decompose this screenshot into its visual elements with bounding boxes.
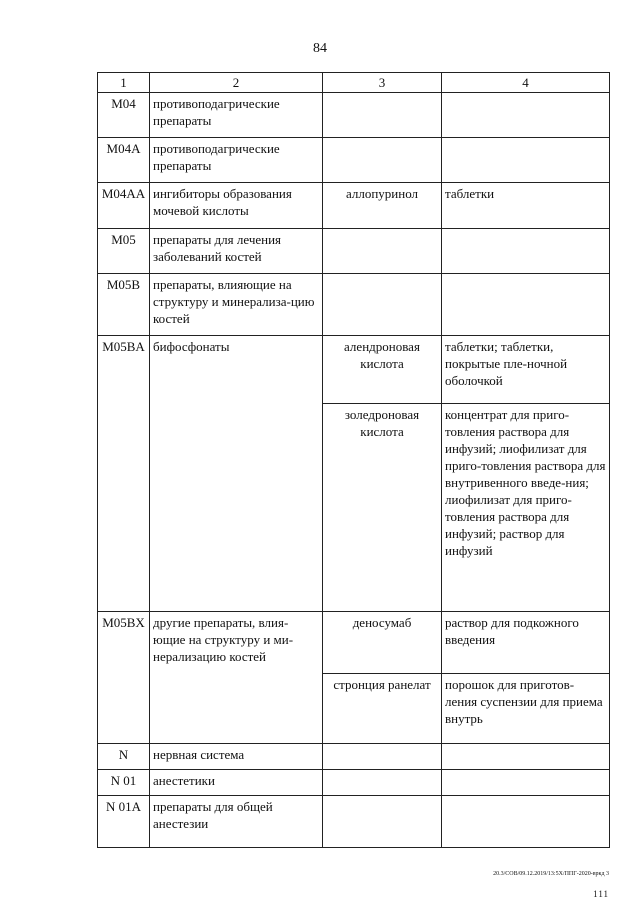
substance: алендроновая кислота bbox=[323, 336, 442, 404]
atc-code: N bbox=[98, 744, 150, 770]
group-name: нервная система bbox=[150, 744, 323, 770]
dosage-form bbox=[442, 796, 610, 848]
dosage-form bbox=[442, 770, 610, 796]
header-cell: 4 bbox=[442, 73, 610, 93]
atc-code: M04AA bbox=[98, 183, 150, 229]
table-row bbox=[98, 138, 610, 183]
dosage-form: таблетки bbox=[442, 183, 610, 229]
table-row bbox=[98, 770, 610, 796]
dosage-form: концентрат для приго-товления раствора для инфузий; лиофилизат для приго-товления раствора для внутривенного введе-ния; лиофилизат для приго-товления раствора для инфузий; раствор для инфузий bbox=[442, 404, 610, 612]
table-row bbox=[98, 336, 610, 404]
substance bbox=[323, 93, 442, 138]
page-number: 84 bbox=[313, 41, 327, 56]
table-row bbox=[98, 183, 610, 229]
table-row bbox=[98, 229, 610, 274]
table-row bbox=[98, 93, 610, 138]
header-cell: 2 bbox=[150, 73, 323, 93]
group-name: противоподагрические препараты bbox=[150, 93, 323, 138]
group-name: анестетики bbox=[150, 770, 323, 796]
atc-code: M04A bbox=[98, 138, 150, 183]
substance bbox=[323, 138, 442, 183]
dosage-form bbox=[442, 744, 610, 770]
substance bbox=[323, 796, 442, 848]
table-row bbox=[98, 744, 610, 770]
dosage-form bbox=[442, 274, 610, 336]
atc-code: N 01 bbox=[98, 770, 150, 796]
substance: аллопуринол bbox=[323, 183, 442, 229]
group-name: препараты, влияющие на структуру и минерализа-цию костей bbox=[150, 274, 323, 336]
substance: деносумаб bbox=[323, 612, 442, 674]
substance bbox=[323, 274, 442, 336]
atc-code: M05B bbox=[98, 274, 150, 336]
dosage-form: порошок для приготов-ления суспензии для приема внутрь bbox=[442, 674, 610, 744]
substance bbox=[323, 744, 442, 770]
document-code: 20.3/СОВ/09.12.2019/13:5Х/ППГ-2020-вркд 3 bbox=[493, 871, 609, 877]
group-name: ингибиторы образования мочевой кислоты bbox=[150, 183, 323, 229]
drug-classification-table bbox=[97, 72, 610, 848]
substance: золедроновая кислота bbox=[323, 404, 442, 612]
group-name: противоподагрические препараты bbox=[150, 138, 323, 183]
header-cell: 1 bbox=[98, 73, 150, 93]
header-cell: 3 bbox=[323, 73, 442, 93]
atc-code: M05BX bbox=[98, 612, 150, 744]
group-name: бифосфонаты bbox=[150, 336, 323, 612]
table-row bbox=[98, 612, 610, 674]
table-header-row bbox=[98, 73, 610, 93]
dosage-form: раствор для подкожного введения bbox=[442, 612, 610, 674]
atc-code: M05 bbox=[98, 229, 150, 274]
group-name: препараты для лечения заболеваний костей bbox=[150, 229, 323, 274]
atc-code: M04 bbox=[98, 93, 150, 138]
substance bbox=[323, 770, 442, 796]
substance bbox=[323, 229, 442, 274]
substance: стронция ранелат bbox=[323, 674, 442, 744]
atc-code: N 01A bbox=[98, 796, 150, 848]
dosage-form bbox=[442, 229, 610, 274]
group-name: препараты для общей анестезии bbox=[150, 796, 323, 848]
atc-code: M05BA bbox=[98, 336, 150, 612]
sheet-number: 111 bbox=[593, 889, 609, 899]
group-name: другие препараты, влия-ющие на структуру и ми-нерализацию костей bbox=[150, 612, 323, 744]
table-row bbox=[98, 796, 610, 848]
dosage-form: таблетки; таблетки, покрытые пле-ночной оболочкой bbox=[442, 336, 610, 404]
table-row bbox=[98, 274, 610, 336]
dosage-form bbox=[442, 138, 610, 183]
dosage-form bbox=[442, 93, 610, 138]
